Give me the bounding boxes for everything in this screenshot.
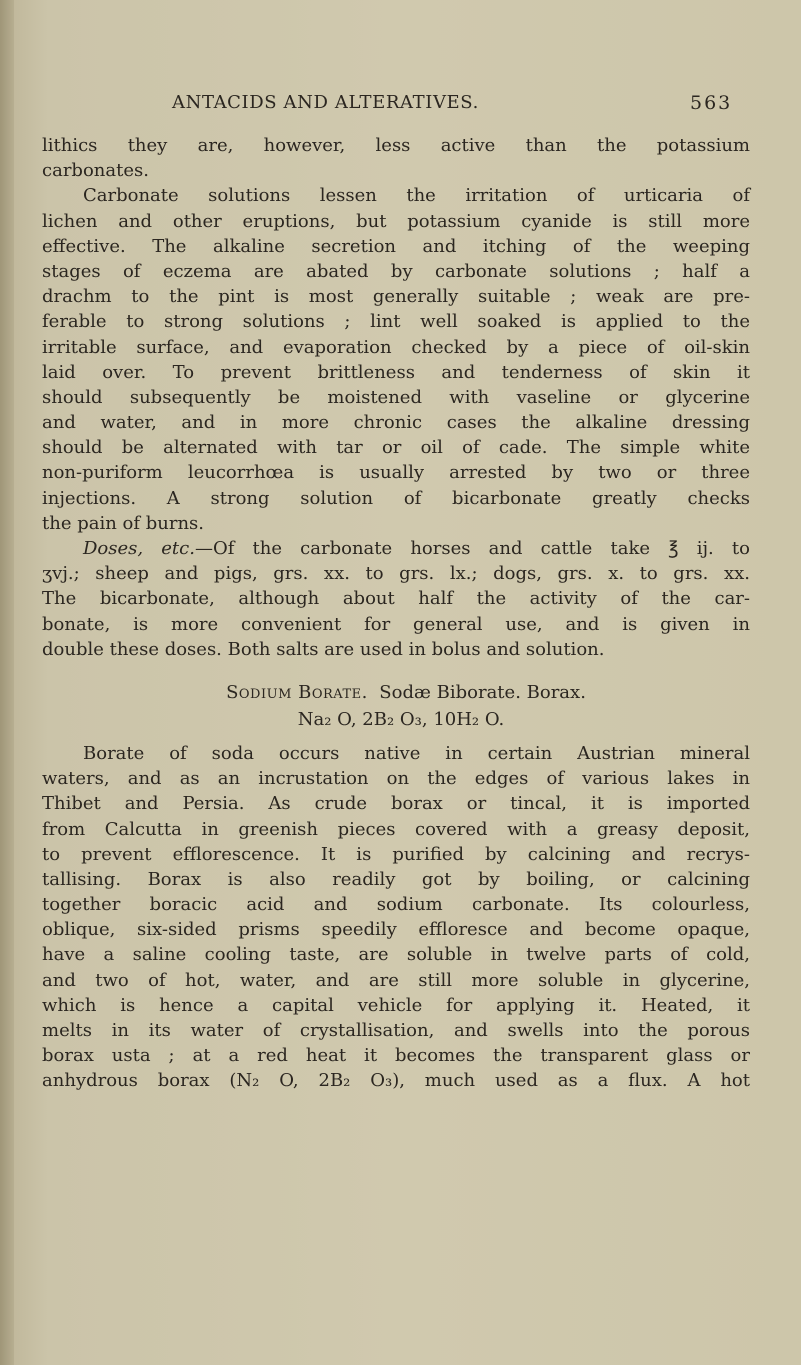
text-line: bonate, is more convenient for general use, and is given in (42, 613, 750, 635)
page-number: 563 (690, 92, 733, 114)
text-line: irritable surface, and evaporation checked by a piece of oil-skin (42, 336, 750, 358)
text-line: drachm to the pint is most generally suitable ; weak are pre- (42, 286, 750, 308)
text-line: should subsequently be moistened with vaseline or glycerine (42, 386, 750, 408)
text-line: from Calcutta in greenish pieces covered with a greasy deposit, (42, 818, 750, 840)
text-line: lithics they are, however, less active than the potassium (42, 135, 750, 156)
doses-line (42, 536, 750, 561)
body-text (42, 133, 750, 1094)
section-heading (42, 678, 750, 707)
page-gutter-shadow (0, 0, 14, 1365)
text-line: borax usta ; at a red heat it becomes the transparent glass or (42, 1045, 750, 1067)
running-head: ANTACIDS AND ALTERATIVES. (172, 92, 479, 113)
text-line: anhydrous borax (N₂ O, 2B₂ O₃), much used as a flux. A hot (42, 1070, 750, 1092)
chemical-formula: Na₂ O, 2B₂ O₃, 10H₂ O. (297, 708, 505, 730)
text-line: Borate of soda occurs native in certain Austrian mineral (83, 742, 750, 764)
text-line: ferable to strong solutions ; lint well soaked is applied to the (42, 311, 750, 333)
text-line: have a saline cooling taste, are soluble in twelve parts of cold, (42, 944, 750, 966)
text-line: injections. A strong solution of bicarbonate greatly checks (42, 487, 750, 509)
section-heading-small-caps: Sodium Borate. (226, 681, 368, 703)
text-line: Carbonate solutions lessen the irritation of urticaria of (83, 185, 750, 207)
text-line: stages of eczema are abated by carbonate solutions ; half a (42, 260, 750, 282)
text-line: ʒvj.; sheep and pigs, grs. xx. to grs. lx.; dogs, grs. x. to grs. xx. (42, 563, 750, 585)
text-line: tallising. Borax is also readily got by boiling, or calcining (42, 868, 750, 890)
text-line: carbonates. (42, 160, 149, 182)
text-line: melts in its water of crystallisation, and swells into the porous (42, 1020, 750, 1041)
text-line: to prevent efflorescence. It is purified by calcining and recrys- (42, 843, 750, 865)
text-line: the pain of burns. (42, 512, 205, 534)
text-line: double these doses. Both salts are used in bolus and solution. (42, 638, 605, 660)
text-line: lichen and other eruptions, but potassium cyanide is still more (42, 210, 750, 232)
text-line: and water, and in more chronic cases the alkaline dressing (42, 412, 750, 434)
text-line: laid over. To prevent brittleness and tenderness of skin it (42, 361, 750, 383)
text-line: non-puriform leucorrhœa is usually arrested by two or three (42, 462, 750, 484)
text-line: should be alternated with tar or oil of cade. The simple white (42, 437, 750, 459)
text-line: which is hence a capital vehicle for applying it. Heated, it (42, 994, 750, 1016)
page-header (0, 92, 801, 122)
text-line: Thibet and Persia. As crude borax or tincal, it is imported (42, 793, 750, 815)
text-line: and two of hot, water, and are still more soluble in glycerine, (42, 969, 750, 991)
doses-text: —Of the carbonate horses and cattle take ℥ ij. to (194, 538, 750, 559)
text-line: The bicarbonate, although about half the activity of the car- (42, 588, 750, 610)
text-line: effective. The alkaline secretion and itching of the weeping (42, 235, 750, 257)
section-heading-rest: Sodæ Biborate. Borax. (379, 681, 586, 703)
text-line: oblique, six-sided prisms speedily effloresce and become opaque, (42, 919, 750, 941)
text-line: together boracic acid and sodium carbonate. Its colourless, (42, 894, 750, 916)
doses-heading: Doses, etc. (83, 538, 195, 559)
text-line: waters, and as an incrustation on the edges of various lakes in (42, 768, 750, 790)
